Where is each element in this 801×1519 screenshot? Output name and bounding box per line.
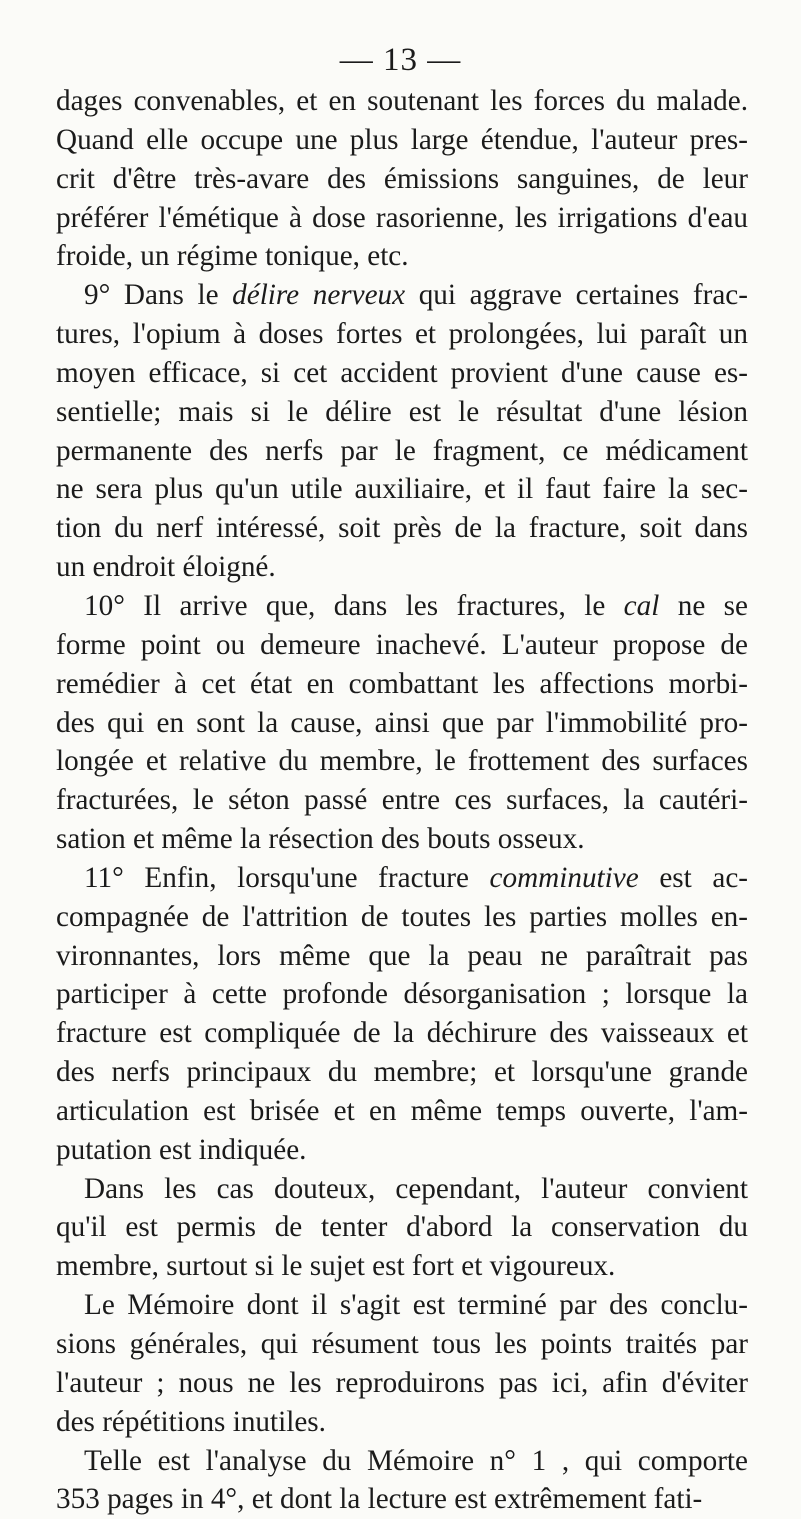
text-line (56, 82, 748, 121)
text-line (56, 820, 748, 859)
text-segment: longée et relative du membre, le frottement des surfaces (56, 745, 748, 778)
text-segment: membre, surtout si le sujet est fort et vigoureux. (56, 1250, 616, 1283)
text-line (56, 1131, 748, 1170)
text-line (56, 470, 748, 509)
text-segment: des répétitions inutiles. (56, 1405, 326, 1438)
text-line (56, 1442, 748, 1481)
text-line (56, 781, 748, 820)
text-line (56, 742, 748, 781)
text-segment: des nerfs principaux du membre; et lorsqu'une grande (56, 1056, 748, 1089)
text-line (56, 354, 748, 393)
text-segment: 10° Il arrive que, dans les fractures, le (84, 589, 624, 622)
text-line (56, 1247, 748, 1286)
text-line (56, 1170, 748, 1209)
text-segment: ne se (659, 589, 748, 622)
text-segment: vironnantes, lors même que la peau ne paraîtrait pas (56, 939, 748, 972)
text-line (56, 199, 748, 238)
text-segment: fracture est compliquée de la déchirure des vaisseaux et (56, 1017, 748, 1050)
text-line (56, 315, 748, 354)
text-line (56, 1325, 748, 1364)
italic-term: cal (623, 589, 660, 622)
text-line (56, 626, 748, 665)
text-line (56, 121, 748, 160)
text-segment: l'auteur ; nous ne les reproduirons pas ici, afin d'éviter (56, 1366, 748, 1399)
text-line (56, 1092, 748, 1131)
text-line (56, 1014, 748, 1053)
text-line (56, 1364, 748, 1403)
text-line (56, 975, 748, 1014)
text-segment: 9° Dans le (84, 279, 233, 312)
text-segment: fracturées, le séton passé entre ces surfaces, la cautéri- (56, 784, 748, 817)
page-number-header: — 13 — (339, 42, 462, 78)
text-line (56, 704, 748, 743)
text-segment: 353 pages in 4°, et dont la lecture est extrêmement fati- (56, 1483, 703, 1516)
text-line (56, 1403, 748, 1442)
italic-term: délire nerveux (232, 279, 406, 312)
text-line (56, 160, 748, 199)
text-segment: est ac- (638, 861, 748, 894)
text-line (56, 859, 748, 898)
text-segment: dages convenables, et en soutenant les forces du malade. (56, 85, 748, 117)
text-segment: tures, l'opium à doses fortes et prolongées, lui paraît un (56, 318, 748, 351)
text-line (56, 937, 748, 976)
text-line (56, 1053, 748, 1092)
text-segment: sation et même la résection des bouts osseux. (56, 823, 585, 856)
text-line (56, 276, 748, 315)
text-line (56, 587, 748, 626)
text-segment: Quand elle occupe une plus large étendue, l'auteur pres- (56, 123, 748, 156)
text-segment: 11° Enfin, lorsqu'une fracture (84, 861, 490, 894)
text-segment: des qui en sont la cause, ainsi que par l'immobilité pro- (56, 706, 748, 739)
text-segment: compagnée de l'attrition de toutes les parties molles en- (56, 900, 748, 933)
italic-term: comminutive (489, 861, 639, 894)
text-segment: forme point ou demeure inachevé. L'auteur propose de (56, 628, 748, 661)
text-line (56, 1208, 748, 1247)
text-line (56, 509, 748, 548)
text-line (56, 898, 748, 937)
body-text (56, 82, 748, 1519)
text-line (56, 1480, 748, 1519)
text-line (56, 665, 748, 704)
text-segment: sions générales, qui résument tous les points traités par (56, 1328, 748, 1360)
text-segment: préférer l'émétique à dose rasorienne, les irrigations d'eau (56, 201, 748, 234)
text-segment: Le Mémoire dont il s'agit est terminé par des conclu- (84, 1289, 748, 1322)
text-segment: putation est indiquée. (56, 1133, 307, 1166)
text-segment: permanente des nerfs par le fragment, ce médicament (56, 434, 748, 467)
text-line (56, 237, 748, 276)
text-segment: qui aggrave certaines frac- (405, 279, 748, 312)
text-segment: un endroit éloigné. (56, 551, 276, 584)
text-segment: moyen efficace, si cet accident provient d'une cause es- (56, 356, 748, 389)
text-line (56, 432, 748, 471)
text-segment: tion du nerf intéressé, soit près de la fracture, soit dans (56, 512, 748, 545)
text-segment: ne sera plus qu'un utile auxiliaire, et il faut faire la sec- (56, 473, 748, 506)
text-segment: participer à cette profonde désorganisation ; lorsque la (56, 978, 748, 1011)
text-segment: qu'il est permis de tenter d'abord la conservation du (56, 1211, 748, 1244)
text-segment: crit d'être très-avare des émissions sanguines, de leur (56, 162, 748, 195)
text-line (56, 1286, 748, 1325)
text-segment: Telle est l'analyse du Mémoire n° 1 , qui comporte (84, 1444, 748, 1477)
text-segment: remédier à cet état en combattant les affections morbi- (56, 667, 748, 700)
text-line (56, 548, 748, 587)
text-line (56, 393, 748, 432)
text-segment: sentielle; mais si le délire est le résultat d'une lésion (56, 395, 748, 428)
text-segment: Dans les cas douteux, cependant, l'auteur convient (84, 1172, 748, 1205)
text-segment: froide, un régime tonique, etc. (56, 240, 409, 273)
text-segment: articulation est brisée et en même temps ouverte, l'am- (56, 1094, 748, 1127)
